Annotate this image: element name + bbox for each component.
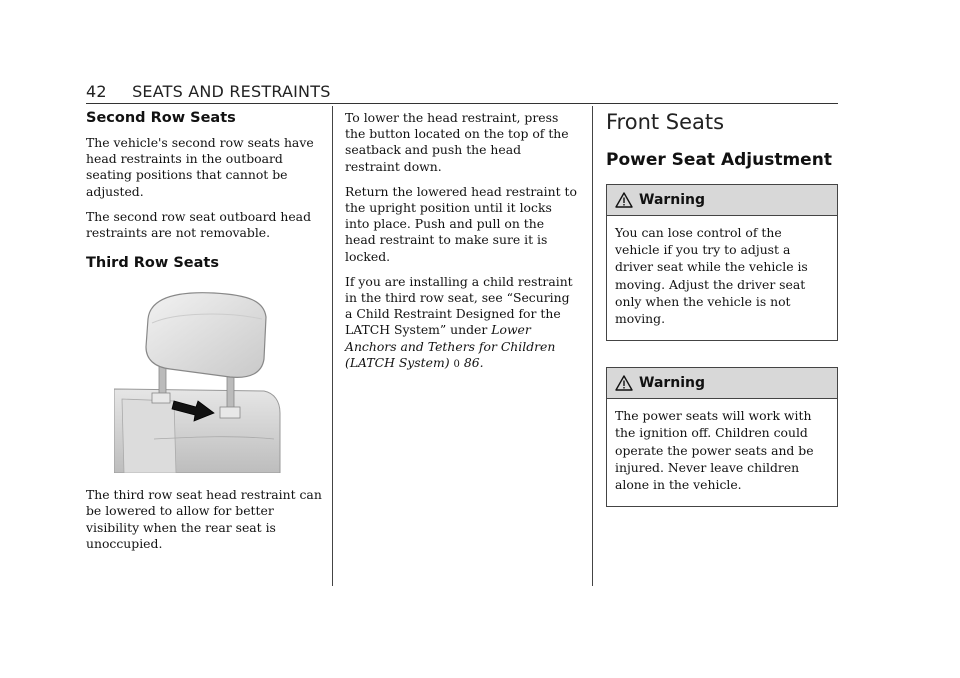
column-1 [86, 110, 322, 561]
head-restraint-illustration-svg [114, 289, 298, 473]
warning-header [607, 368, 837, 399]
column-divider [592, 106, 593, 586]
section-heading-front-seats: Front Seats [606, 110, 725, 134]
paragraph: To lower the head restraint, press the button located on the top of the seatback and push the head restraint down. [345, 110, 569, 174]
warning-text: The power seats will work with the ignition off. Children could operate the power seats and be injured. Never leave children alone in the vehicle. [615, 408, 814, 493]
warning-body [607, 399, 837, 506]
warning-label: Warning [639, 375, 706, 392]
paragraph: The third row seat head restraint can be lowered to allow for better visibility when the rear seat is unoccupied. [86, 487, 322, 551]
section-title: SEATS AND RESTRAINTS [132, 82, 331, 101]
warning-body [607, 216, 837, 340]
page-number: 42 [86, 82, 107, 101]
paragraph-latch-reference [345, 274, 577, 373]
page-reference-icon: 0 [453, 358, 460, 370]
head-restraint-illustration [114, 289, 298, 473]
paragraph: The vehicle's second row seats have head restraints in the outboard seating positions that cannot be adjusted. [86, 135, 314, 199]
warning-header [607, 185, 837, 216]
warning-box [606, 367, 838, 507]
warning-triangle-icon [615, 375, 633, 391]
heading-third-row-seats: Third Row Seats [86, 255, 219, 272]
paragraph-suffix: . [479, 354, 484, 370]
paragraph: The second row seat outboard head restraints are not removable. [86, 208, 312, 241]
column-2 [345, 110, 577, 382]
warning-box [606, 184, 838, 341]
warning-triangle-icon [615, 192, 633, 208]
page-header [86, 82, 838, 101]
column-divider [332, 106, 333, 586]
heading-power-seat-adjustment: Power Seat Adjustment [606, 150, 832, 170]
header-rule [86, 103, 838, 104]
cross-reference-link[interactable]: Lower Anchors and Tethers for Children (LATCH System) [345, 322, 556, 370]
paragraph: Return the lowered head restraint to the upright position until it locks into place. Push and pull on the head restraint to make sure it is locked. [345, 183, 577, 264]
heading-second-row-seats: Second Row Seats [86, 110, 236, 126]
warning-label: Warning [639, 192, 706, 208]
warning-text: You can lose control of the vehicle if you try to adjust a driver seat while the vehicle is moving. Adjust the driver seat only when the vehicle is not moving. [615, 225, 808, 327]
column-3 [606, 110, 838, 533]
paragraph-text: If you are installing a child restraint in the third row seat, see “Securing a Child Restraint Designed for the LATCH System” under [345, 273, 573, 338]
page-reference-number[interactable]: 86 [463, 354, 480, 370]
